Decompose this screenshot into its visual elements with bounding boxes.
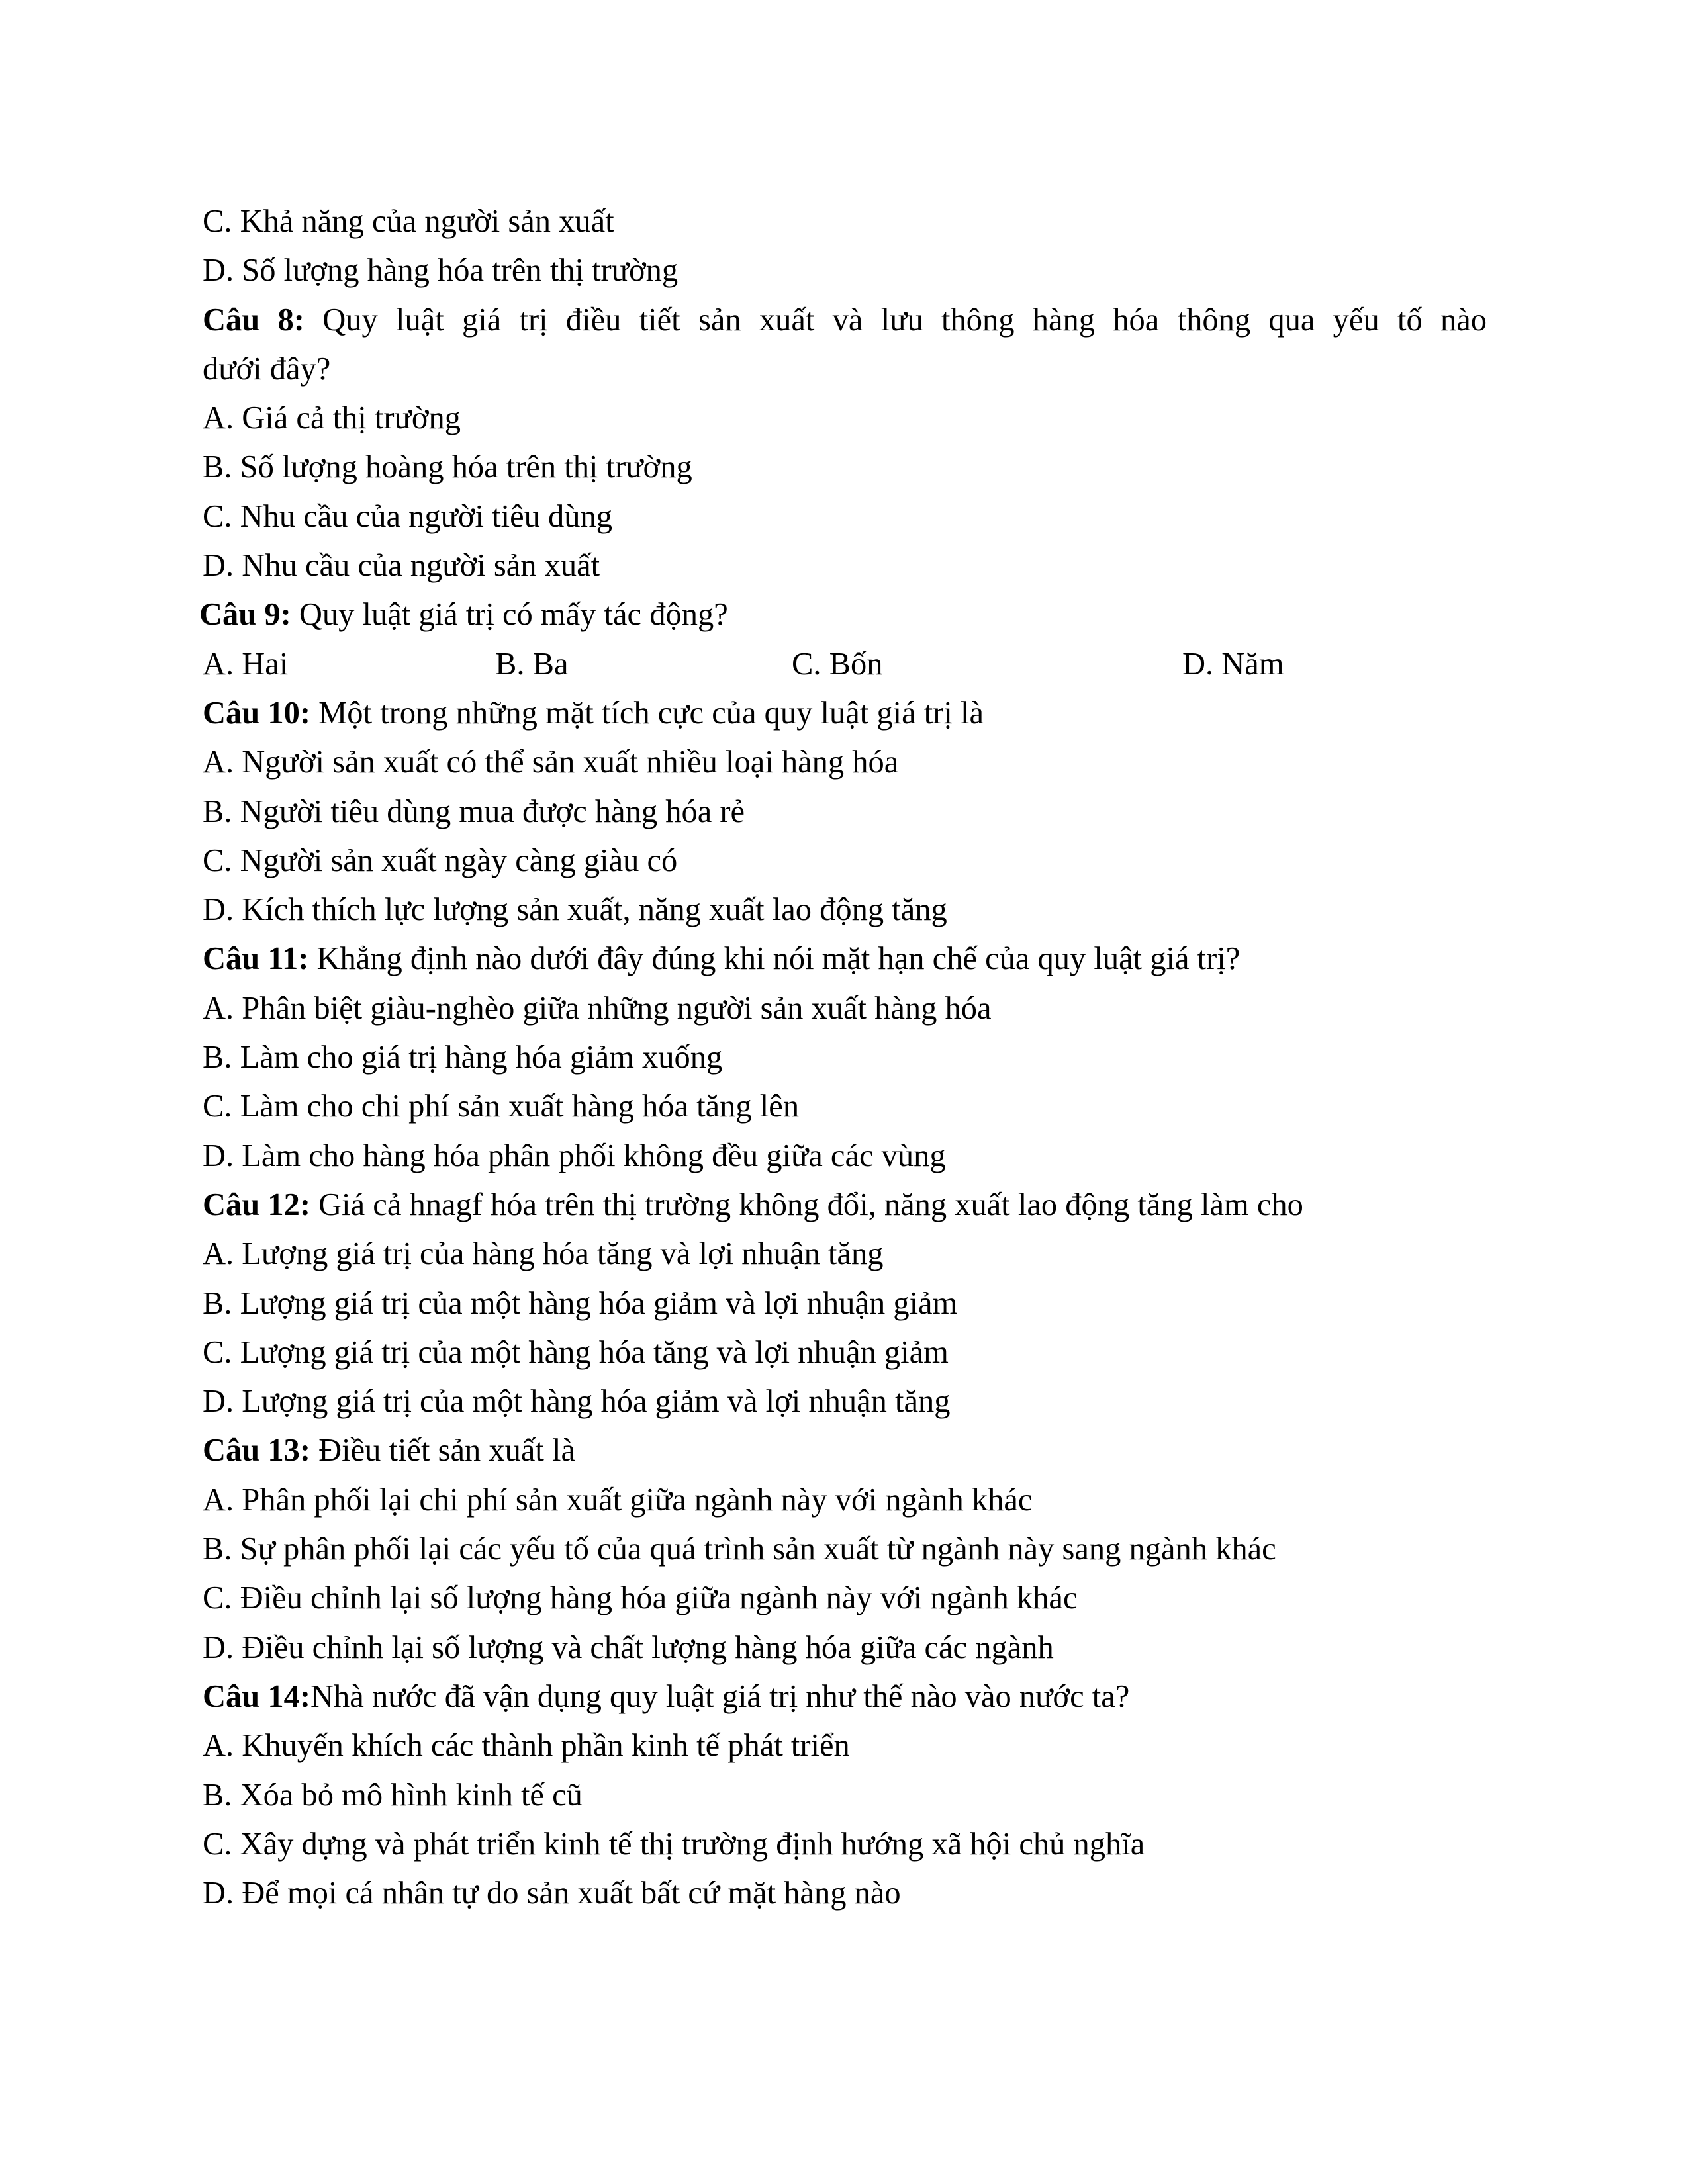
q12-option-d: D. Lượng giá trị của một hàng hóa giảm và lợi nhuận tăng bbox=[203, 1384, 951, 1420]
q10-option-b: B. Người tiêu dùng mua được hàng hóa rẻ bbox=[203, 794, 745, 829]
question-8 bbox=[203, 296, 1487, 345]
option-d-prev: D. Số lượng hàng hóa trên thị trường bbox=[203, 253, 679, 289]
question-13-text: Điều tiết sản xuất là bbox=[310, 1433, 576, 1469]
question-8-text: Quy luật giá trị điều tiết sản xuất và lưu thông hàng hóa thông qua yếu tố nào bbox=[304, 302, 1487, 338]
question-13-label: Câu 13: bbox=[203, 1433, 311, 1469]
question-8-label: Câu 8: bbox=[203, 302, 305, 338]
question-8-text-cont: dưới đây? bbox=[203, 351, 331, 387]
q9-option-a: A. Hai bbox=[203, 646, 289, 682]
q11-option-b: B. Làm cho giá trị hàng hóa giảm xuống bbox=[203, 1040, 723, 1075]
question-12-text: Giá cả hnagf hóa trên thị trường không đổi, năng xuất lao động tăng làm cho bbox=[310, 1187, 1303, 1222]
question-10-label: Câu 10: bbox=[203, 695, 311, 731]
q12-option-a: A. Lượng giá trị của hàng hóa tăng và lợi nhuận tăng bbox=[203, 1236, 884, 1272]
q10-option-d: D. Kích thích lực lượng sản xuất, năng xuất lao động tăng bbox=[203, 892, 947, 928]
q14-option-b: B. Xóa bỏ mô hình kinh tế cũ bbox=[203, 1777, 583, 1813]
document-page bbox=[199, 197, 1487, 1918]
question-10-text: Một trong những mặt tích cực của quy luật giá trị là bbox=[310, 695, 984, 731]
question-9 bbox=[199, 590, 1487, 639]
question-9-label: Câu 9: bbox=[199, 597, 291, 633]
question-12-label: Câu 12: bbox=[203, 1187, 311, 1222]
question-14-text: Nhà nước đã vận dụng quy luật giá trị như thế nào vào nước ta? bbox=[310, 1678, 1130, 1714]
q14-option-a: A. Khuyến khích các thành phần kinh tế phát triển bbox=[203, 1728, 850, 1764]
q13-option-a: A. Phân phối lại chi phí sản xuất giữa ngành này với ngành khác bbox=[203, 1482, 1033, 1518]
q10-option-c: C. Người sản xuất ngày càng giàu có bbox=[203, 842, 678, 878]
q11-option-c: C. Làm cho chi phí sản xuất hàng hóa tăng lên bbox=[203, 1089, 800, 1124]
question-9-text: Quy luật giá trị có mấy tác động? bbox=[291, 597, 728, 633]
q13-option-c: C. Điều chỉnh lại số lượng hàng hóa giữa ngành này với ngành khác bbox=[203, 1580, 1078, 1616]
q13-option-b: B. Sự phân phối lại các yếu tố của quá trình sản xuất từ ngành này sang ngành khác bbox=[203, 1531, 1276, 1567]
question-12 bbox=[203, 1181, 1487, 1230]
q14-option-d: D. Để mọi cá nhân tự do sản xuất bất cứ mặt hàng nào bbox=[203, 1876, 901, 1911]
question-11 bbox=[203, 934, 1487, 983]
q11-option-a: A. Phân biệt giàu-nghèo giữa những người sản xuất hàng hóa bbox=[203, 990, 992, 1026]
question-14 bbox=[203, 1672, 1487, 1721]
q12-option-b: B. Lượng giá trị của một hàng hóa giảm và lợi nhuận giảm bbox=[203, 1285, 958, 1321]
q10-option-a: A. Người sản xuất có thể sản xuất nhiều loại hàng hóa bbox=[203, 745, 899, 780]
q8-option-a: A. Giá cả thị trường bbox=[203, 400, 461, 436]
q9-option-d: D. Năm bbox=[1182, 646, 1284, 682]
question-10 bbox=[203, 689, 1487, 738]
q8-option-b: B. Số lượng hoàng hóa trên thị trường bbox=[203, 449, 692, 485]
q8-option-d: D. Nhu cầu của người sản xuất bbox=[203, 548, 600, 584]
q8-option-c: C. Nhu cầu của người tiêu dùng bbox=[203, 498, 612, 534]
q14-option-c: C. Xây dựng và phát triển kinh tế thị trường định hướng xã hội chủ nghĩa bbox=[203, 1826, 1145, 1862]
q11-option-d: D. Làm cho hàng hóa phân phối không đều giữa các vùng bbox=[203, 1138, 946, 1173]
option-c-prev: C. Khả năng của người sản xuất bbox=[203, 204, 614, 239]
q12-option-c: C. Lượng giá trị của một hàng hóa tăng và lợi nhuận giảm bbox=[203, 1334, 949, 1370]
question-14-label: Câu 14: bbox=[203, 1678, 311, 1714]
q9-option-c: C. Bốn bbox=[792, 646, 883, 682]
question-13 bbox=[203, 1426, 1487, 1475]
question-11-label: Câu 11: bbox=[203, 941, 309, 977]
q13-option-d: D. Điều chỉnh lại số lượng và chất lượng hàng hóa giữa các ngành bbox=[203, 1629, 1054, 1665]
question-11-text: Khẳng định nào dưới đây đúng khi nói mặt hạn chế của quy luật giá trị? bbox=[308, 941, 1241, 977]
q9-options-row bbox=[203, 640, 1487, 689]
q9-option-b: B. Ba bbox=[495, 646, 569, 682]
